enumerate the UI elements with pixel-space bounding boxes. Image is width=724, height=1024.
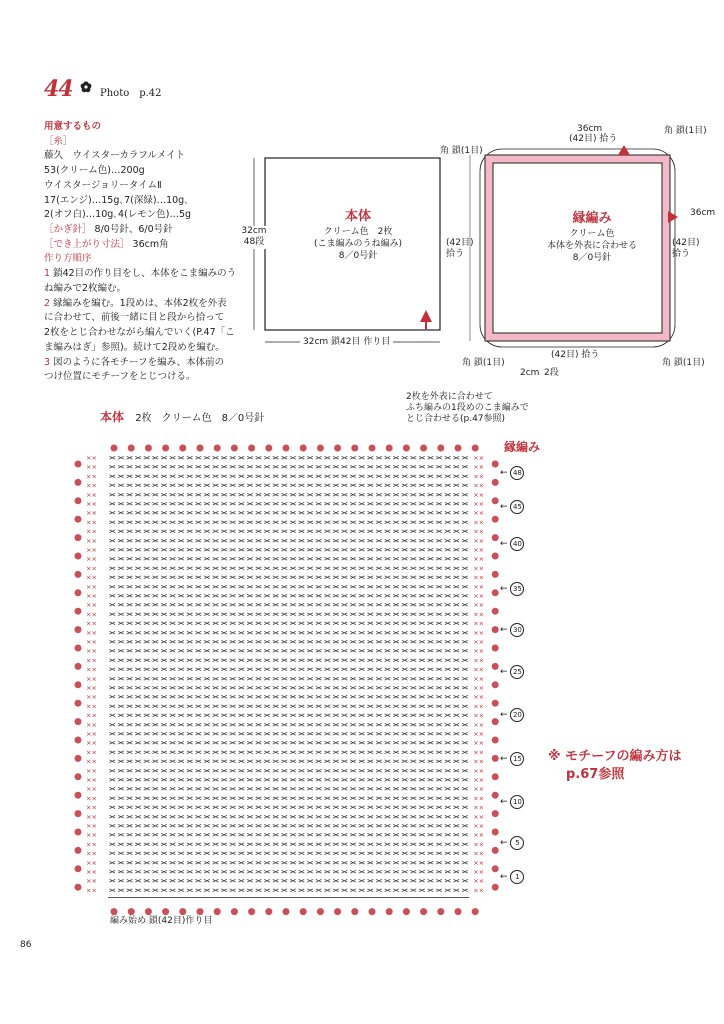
yarn-line: ウイスタージョリータイムⅡ [44,179,162,191]
svg-text:××: ×× [473,886,485,895]
row-marker: ← 35 [500,582,524,596]
border-right-pick: (42目) 拾う [672,238,700,260]
photo-reference: Photo p.42 [100,88,162,99]
step-text: 2枚をとじ合わせながら編んでいく(P.47「こ [44,327,235,339]
svg-text:××: ×× [86,665,97,674]
row-marker: ← 25 [500,665,524,679]
svg-text:××××××××××××××××××××××××××××××: ×××××××××××××××××××××××××××××××××××××××××× [108,730,470,738]
materials-title: 用意するもの [44,121,102,132]
svg-text:××: ×× [473,546,485,554]
svg-text:××: ×× [86,610,97,619]
svg-text:××: ×× [473,490,485,499]
svg-text:××××××××××××××××××××××××××××××: ×××××××××××××××××××××××××××××××××××××××××× [108,454,470,462]
step-number: 3 [44,356,51,368]
svg-text:××××××××××××××××××××××××××××××: ×××××××××××××××××××××××××××××××××××××××××× [108,601,470,610]
svg-text:××: ×× [86,647,97,656]
svg-text:××: ×× [86,564,97,573]
svg-text:××: ×× [86,868,97,876]
svg-text:××××××××××××××××××××××××××××××: ×××××××××××××××××××××××××××××××××××××××××× [108,822,470,830]
corner-label-br: 角 鎖(1目) [662,358,705,368]
svg-text:××××××××××××××××××××××××××××××: ×××××××××××××××××××××××××××××××××××××××××× [108,573,470,582]
svg-text:××××××××××××××××××××××××××××××: ×××××××××××××××××××××××××××××××××××××××××× [108,546,470,554]
svg-text:××××××××××××××××××××××××××××××: ×××××××××××××××××××××××××××××××××××××××××× [108,720,470,729]
svg-text:××: ×× [473,536,485,545]
yarn-heading: ［糸］ [44,135,73,147]
svg-text:××××××××××××××××××××××××××××××: ×××××××××××××××××××××××××××××××××××××××××× [108,794,470,803]
svg-text:××: ×× [473,610,485,619]
svg-text:××××××××××××××××××××××××××××××: ×××××××××××××××××××××××××××××××××××××××××× [108,647,470,656]
svg-text:××: ×× [473,674,485,683]
svg-text:××××××××××××××××××××××××××××××: ×××××××××××××××××××××××××××××××××××××××××× [108,840,470,849]
svg-text:××××××××××××××××××××××××××××××: ×××××××××××××××××××××××××××××××××××××××××× [108,812,470,821]
svg-text:××××××××××××××××××××××××××××××: ×××××××××××××××××××××××××××××××××××××××××× [108,739,470,748]
step-text: ま編みはぎ」参照)。続けて2段めを編む。 [44,341,225,353]
svg-text:××: ×× [86,656,97,665]
svg-text:××: ×× [86,730,97,738]
materials-section [44,120,259,385]
svg-text:××××××××××××××××××××××××××××××: ×××××××××××××××××××××××××××××××××××××××××× [108,592,470,600]
svg-text:××: ×× [473,730,485,738]
svg-text:××: ×× [473,739,485,748]
svg-text:××: ×× [86,748,97,757]
svg-text:××××××××××××××××××××××××××××××: ×××××××××××××××××××××××××××××××××××××××××× [108,656,470,665]
svg-text:××: ×× [473,601,485,610]
svg-text:××: ×× [86,619,97,628]
svg-text:××: ×× [86,702,97,711]
start-note: 編み始め 鎖(42目)作り目 [110,916,213,926]
svg-text:××: ×× [473,509,485,518]
svg-text:××: ×× [86,757,97,766]
svg-text:××××××××××××××××××××××××××××××: ×××××××××××××××××××××××××××××××××××××××××× [108,831,470,840]
step-text: 鎖42目の作り目をし、本体をこま編みのう [53,268,237,280]
svg-text:××: ×× [473,868,485,876]
border-bottom-rows: 2段 [544,368,559,378]
svg-text:××: ×× [473,638,485,646]
page-number: 86 [20,940,32,950]
svg-text:××: ×× [473,831,485,840]
join-note-line: とじ合わせる(p.47参照) [406,413,506,424]
svg-text:××××××××××××××××××××××××××××××: ×××××××××××××××××××××××××××××××××××××××××× [108,785,470,794]
svg-text:××: ×× [86,785,97,794]
svg-text:××: ×× [473,665,485,674]
step-text: に合わせて、前後一緒に目と段から拾って [44,312,225,324]
row-marker: ← 15 [500,752,524,766]
svg-text:××: ×× [86,582,97,591]
border-line: 8／0号針 [572,252,612,263]
svg-text:××: ×× [473,481,485,490]
border-left-pick: (42目) 拾う [446,238,474,260]
svg-text:××: ×× [86,592,97,600]
svg-text:××: ×× [86,803,97,812]
row-marker: ← 10 [500,795,524,809]
size-value: 36cm角 [132,238,169,250]
svg-text:××: ×× [86,877,97,886]
svg-text:××: ×× [473,785,485,794]
svg-text:××: ×× [86,601,97,610]
svg-text:××××××××××××××××××××××××××××××: ×××××××××××××××××××××××××××××××××××××××××× [108,868,470,876]
yarn-line: 2(オフ白)…10g､4(レモン色)…5g [44,209,192,221]
corner-label-tr: 角 鎖(1目) [664,126,707,136]
svg-text:××××××××××××××××××××××××××××××: ×××××××××××××××××××××××××××××××××××××××××× [108,803,470,812]
svg-text:××××××××××××××××××××××××××××××: ×××××××××××××××××××××××××××××××××××××××××× [108,693,470,702]
border-bottom-size: 2cm [520,368,540,378]
yarn-line: 53(クリーム色)…200g [44,165,145,177]
flower-icon [80,81,92,93]
join-note [406,392,529,424]
svg-text:××: ×× [473,720,485,729]
hook-heading: ［かぎ針］ [44,224,92,236]
svg-text:××: ×× [473,757,485,766]
svg-text:××: ×× [86,693,97,702]
svg-text:××××××××××××××××××××××××××××××: ×××××××××××××××××××××××××××××××××××××××××× [108,582,470,591]
svg-text:××: ×× [86,720,97,729]
motif-note-line2: p.67参照 [566,766,625,782]
svg-text:××: ×× [86,500,97,508]
join-note-line: 2枚を外表に合わせて [406,392,493,402]
svg-text:××: ×× [86,573,97,582]
step-text: 図のように各モチーフを編み、本体前の [53,356,225,368]
motif-note-line1: ※ モチーフの編み方は [548,749,682,764]
svg-text:××: ×× [86,766,97,775]
svg-text:××: ×× [86,812,97,821]
svg-text:××: ×× [473,454,485,462]
svg-text:××: ×× [86,886,97,895]
svg-text:××: ×× [473,748,485,757]
svg-text:××××××××××××××××××××××××××××××: ×××××××××××××××××××××××××××××××××××××××××× [108,481,470,490]
svg-text:××: ×× [473,573,485,582]
svg-text:××: ×× [473,564,485,573]
svg-text:××: ×× [473,518,485,527]
row-marker: ← 20 [500,708,524,722]
svg-text:××: ×× [86,454,97,462]
body-bottom-label: 32cm 鎖42目 作り目 [300,337,393,348]
svg-text:××: ×× [473,592,485,600]
svg-text:××: ×× [473,877,485,886]
svg-text:××: ×× [86,628,97,637]
body-height-label: 32cm [241,226,267,236]
row-marker: ← 1 [500,870,524,884]
svg-text:××: ×× [473,702,485,711]
border-bottom-pick: (42目) 拾う [548,350,602,361]
svg-text:××××××××××××××××××××××××××××××: ×××××××××××××××××××××××××××××××××××××××××× [108,748,470,757]
svg-text:××××××××××××××××××××××××××××××: ×××××××××××××××××××××××××××××××××××××××××× [108,518,470,527]
svg-text:××××××××××××××××××××××××××××××: ×××××××××××××××××××××××××××××××××××××××××× [108,610,470,619]
svg-text:××: ×× [473,794,485,803]
row-marker: ← 30 [500,623,524,637]
border-top-label: 36cm [574,124,605,135]
svg-text:××: ×× [86,711,97,720]
row-marker: ← 45 [500,500,524,514]
svg-text:××××××××××××××××××××××××××××××: ×××××××××××××××××××××××××××××××××××××××××× [108,665,470,674]
body-line: クリーム色 2枚 [323,226,393,237]
svg-text:××××××××××××××××××××××××××××××: ×××××××××××××××××××××××××××××××××××××××××× [108,674,470,683]
step-text: つけ位置にモチーフをとじつける。 [44,371,196,383]
svg-text:××××××××××××××××××××××××××××××: ×××××××××××××××××××××××××××××××××××××××××× [108,877,470,886]
svg-text:××: ×× [473,840,485,849]
svg-text:××: ×× [86,536,97,545]
svg-text:××: ×× [473,463,485,472]
svg-text:××: ×× [86,822,97,830]
svg-text:××××××××××××××××××××××××××××××: ×××××××××××××××××××××××××××××××××××××××××× [108,509,470,518]
body-label [288,208,428,262]
pattern-number: 44 [44,76,73,102]
body-line: 8／0号針 [338,250,378,261]
svg-text:××××××××××××××××××××××××××××××: ×××××××××××××××××××××××××××××××××××××××××× [108,711,470,720]
svg-text:××: ×× [86,527,97,536]
row-marker: ← 48 [500,466,524,480]
svg-text:××: ×× [86,849,97,858]
svg-text:××: ×× [473,766,485,775]
svg-text:××: ×× [86,684,97,692]
svg-text:××: ×× [86,858,97,867]
svg-text:××: ×× [86,831,97,840]
chart-heading [100,408,264,425]
svg-text:××: ×× [473,822,485,830]
svg-text:××××××××××××××××××××××××××××××: ×××××××××××××××××××××××××××××××××××××××××× [108,757,470,766]
chart-title: 本体 [100,410,125,424]
svg-text:××: ×× [86,739,97,748]
border-line: クリーム色 [569,228,615,239]
row-marker: ← 40 [500,537,524,551]
step-number: 2 [44,297,51,309]
svg-text:××: ×× [86,546,97,554]
svg-text:××: ×× [473,628,485,637]
step-number: 1 [44,268,51,280]
svg-text:××: ×× [86,490,97,499]
svg-text:××: ×× [86,463,97,472]
svg-text:××: ×× [473,776,485,784]
svg-text:××: ×× [86,518,97,527]
row-marker: ← 5 [500,836,524,850]
step-text: 縁編みを編む。1段めは、本体2枚を外表 [53,297,227,309]
svg-text:××××××××××××××××××××××××××××××: ×××××××××××××××××××××××××××××××××××××××××× [108,564,470,573]
stitch-chart [70,430,540,920]
border-right-label: 36cm [690,208,716,218]
svg-text:××××××××××××××××××××××××××××××: ×××××××××××××××××××××××××××××××××××××××××× [108,849,470,858]
corner-label-tl: 角 鎖(1目) [440,146,483,156]
method-title: 作り方順序 [44,253,92,265]
border-line: 本体を外表に合わせる [546,240,637,251]
svg-text:××: ×× [473,500,485,508]
svg-text:××: ×× [473,812,485,821]
svg-text:××××××××××××××××××××××××××××××: ×××××××××××××××××××××××××××××××××××××××××× [108,555,470,564]
svg-text:××: ×× [473,619,485,628]
svg-text:××: ×× [473,582,485,591]
svg-text:××: ×× [473,527,485,536]
border-label [522,210,662,264]
svg-text:××: ×× [86,509,97,518]
join-note-line: ふち編みの1段めのこま編みで [406,402,529,413]
svg-text:××××××××××××××××××××××××××××××: ×××××××××××××××××××××××××××××××××××××××××× [108,500,470,508]
svg-text:××××××××××××××××××××××××××××××: ×××××××××××××××××××××××××××××××××××××××××× [108,766,470,775]
svg-text:××: ×× [473,684,485,692]
corner-label-bl: 角 鎖(1目) [462,358,505,368]
svg-text:××××××××××××××××××××××××××××××: ×××××××××××××××××××××××××××××××××××××××××× [108,619,470,628]
svg-text:××: ×× [473,472,485,481]
border-label-chart: 縁編み [504,440,541,454]
border-title: 縁編み [572,211,612,226]
border-top-sub: (42目) 拾う [566,134,620,145]
svg-text:××: ×× [473,803,485,812]
svg-text:××: ×× [473,711,485,720]
svg-text:××: ×× [86,776,97,784]
svg-text:××: ×× [86,840,97,849]
svg-text:××: ×× [473,849,485,858]
svg-text:××××××××××××××××××××××××××××××: ×××××××××××××××××××××××××××××××××××××××××× [108,886,470,895]
svg-text:××: ×× [86,481,97,490]
svg-text:××: ×× [473,693,485,702]
svg-text:××××××××××××××××××××××××××××××: ×××××××××××××××××××××××××××××××××××××××××× [108,490,470,499]
body-height [240,226,268,249]
svg-text:××××××××××××××××××××××××××××××: ×××××××××××××××××××××××××××××××××××××××××× [108,702,470,711]
step-text: ね編みで2枚編む。 [44,282,127,294]
body-line: (こま編みのうね編み) [313,238,403,249]
body-title: 本体 [344,209,371,224]
yarn-line: 17(エンジ)…15g､7(深緑)…10g､ [44,194,189,206]
svg-text:××: ×× [86,555,97,564]
svg-text:××: ×× [86,472,97,481]
svg-text:××××××××××××××××××××××××××××××: ×××××××××××××××××××××××××××××××××××××××××× [108,527,470,536]
svg-text:××××××××××××××××××××××××××××××: ×××××××××××××××××××××××××××××××××××××××××× [108,638,470,646]
svg-text:××××××××××××××××××××××××××××××: ×××××××××××××××××××××××××××××××××××××××××× [108,776,470,784]
chart-subtitle: 2枚 クリーム色 8／0号針 [135,413,265,424]
svg-text:××: ×× [473,858,485,867]
svg-text:××: ×× [473,647,485,656]
svg-text:××: ×× [86,794,97,803]
svg-text:××××××××××××××××××××××××××××××: ×××××××××××××××××××××××××××××××××××××××××× [108,858,470,867]
svg-text:××: ×× [473,555,485,564]
size-heading: ［でき上がり寸法］ [44,238,130,250]
svg-text:××: ×× [473,656,485,665]
svg-text:××: ×× [86,674,97,683]
hook-value: 8/0号針、6/0号針 [94,224,173,236]
svg-text:××××××××××××××××××××××××××××××: ×××××××××××××××××××××××××××××××××××××××××× [108,628,470,637]
svg-text:××××××××××××××××××××××××××××××: ×××××××××××××××××××××××××××××××××××××××××× [108,463,470,472]
svg-text:××: ×× [86,638,97,646]
svg-text:××××××××××××××××××××××××××××××: ×××××××××××××××××××××××××××××××××××××××××× [108,536,470,545]
svg-text:××××××××××××××××××××××××××××××: ×××××××××××××××××××××××××××××××××××××××××× [108,472,470,481]
motif-note [548,748,682,783]
svg-text:××××××××××××××××××××××××××××××: ×××××××××××××××××××××××××××××××××××××××××× [108,684,470,692]
yarn-line: 藤久 ウイスターカラフルメイト [44,150,186,162]
body-rows-label: 48段 [243,237,265,248]
